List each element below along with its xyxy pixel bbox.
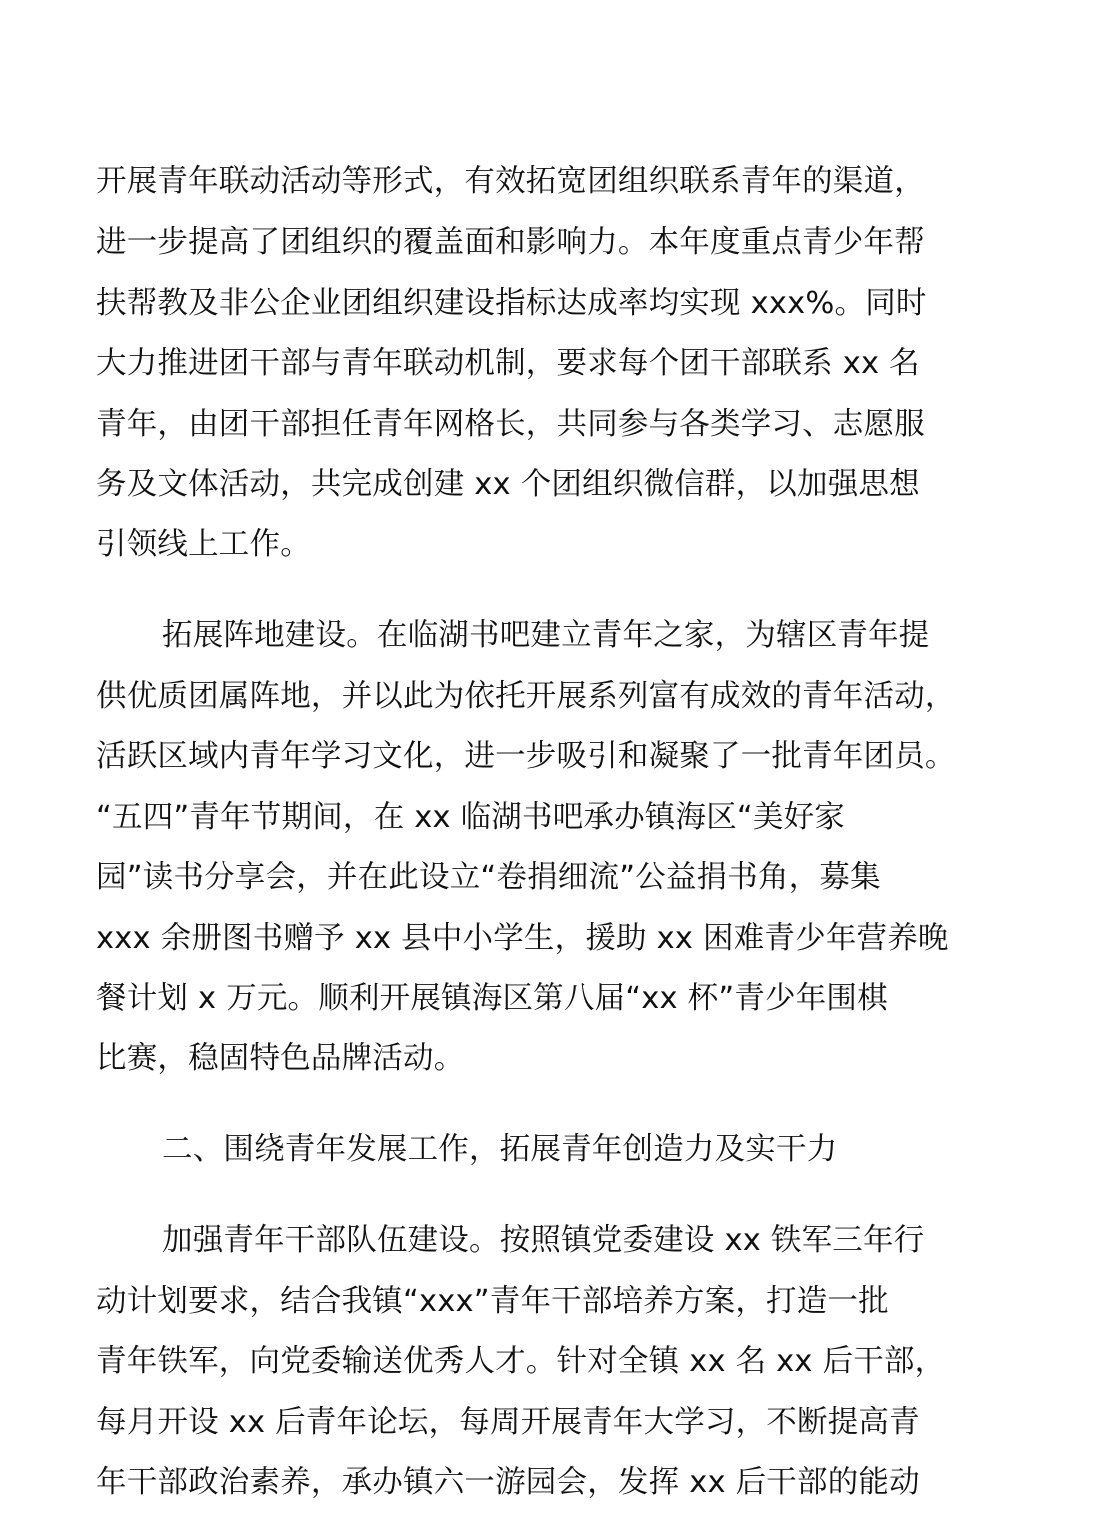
paragraph-1-line-3: 扶帮教及非公企业团组织建设指标达成率均实现 xxx%。同时 <box>96 286 927 321</box>
paragraph-1-line-2: 进一步提高了团组织的覆盖面和影响力。本年度重点青少年帮 <box>96 225 925 260</box>
paragraph-2-line-7: 餐计划 x 万元。顺利开展镇海区第八届“xx 杯”青少年围棋 <box>96 981 888 1016</box>
paragraph-1-line-4: 大力推进团干部与青年联动机制，要求每个团干部联系 xx 名 <box>96 346 920 381</box>
paragraph-2-line-1: 拓展阵地建设。在临湖书吧建立青年之家，为辖区青年提 <box>162 618 930 653</box>
paragraph-1-line-7: 引领线上工作。 <box>96 527 311 562</box>
paragraph-1-line-6: 务及文体活动，共完成创建 xx 个团组织微信群，以加强思想 <box>96 467 920 502</box>
paragraph-3-line-1: 加强青年干部队伍建设。按照镇党委建设 xx 铁军三年行 <box>162 1223 925 1258</box>
paragraph-2-line-8: 比赛，稳固特色品牌活动。 <box>96 1041 465 1076</box>
paragraph-2-line-5: 园”读书分享会，并在此设立“卷捐细流”公益捐书角，募集 <box>96 860 881 895</box>
paragraph-2-line-3: 活跃区域内青年学习文化，进一步吸引和凝聚了一批青年团员。 <box>96 739 956 774</box>
paragraph-1-line-5: 青年，由团干部担任青年网格长，共同参与各类学习、志愿服 <box>96 407 925 442</box>
paragraph-3-line-4: 每月开设 xx 后青年论坛，每周开展青年大学习，不断提高青 <box>96 1405 920 1440</box>
paragraph-2-line-6: xxx 余册图书赠予 xx 县中小学生，援助 xx 困难青少年营养晚 <box>96 921 949 956</box>
paragraph-2-line-2: 供优质团属阵地，并以此为依托开展系列富有成效的青年活动， <box>96 679 956 714</box>
paragraph-3-line-2: 动计划要求，结合我镇“xxx”青年干部培养方案，打造一批 <box>96 1284 889 1319</box>
paragraph-3-line-5: 年干部政治素养，承办镇六一游园会，发挥 xx 后干部的能动 <box>96 1465 920 1500</box>
paragraph-2-line-4: “五四”青年节期间，在 xx 临湖书吧承办镇海区“美好家 <box>96 800 845 835</box>
section-heading: 二、围绕青年发展工作，拓展青年创造力及实干力 <box>162 1132 838 1167</box>
paragraph-3-line-3: 青年铁军，向党委输送优秀人才。针对全镇 xx 名 xx 后干部， <box>96 1344 946 1379</box>
paragraph-1-line-1: 开展青年联动活动等形式，有效拓宽团组织联系青年的渠道， <box>96 164 925 199</box>
